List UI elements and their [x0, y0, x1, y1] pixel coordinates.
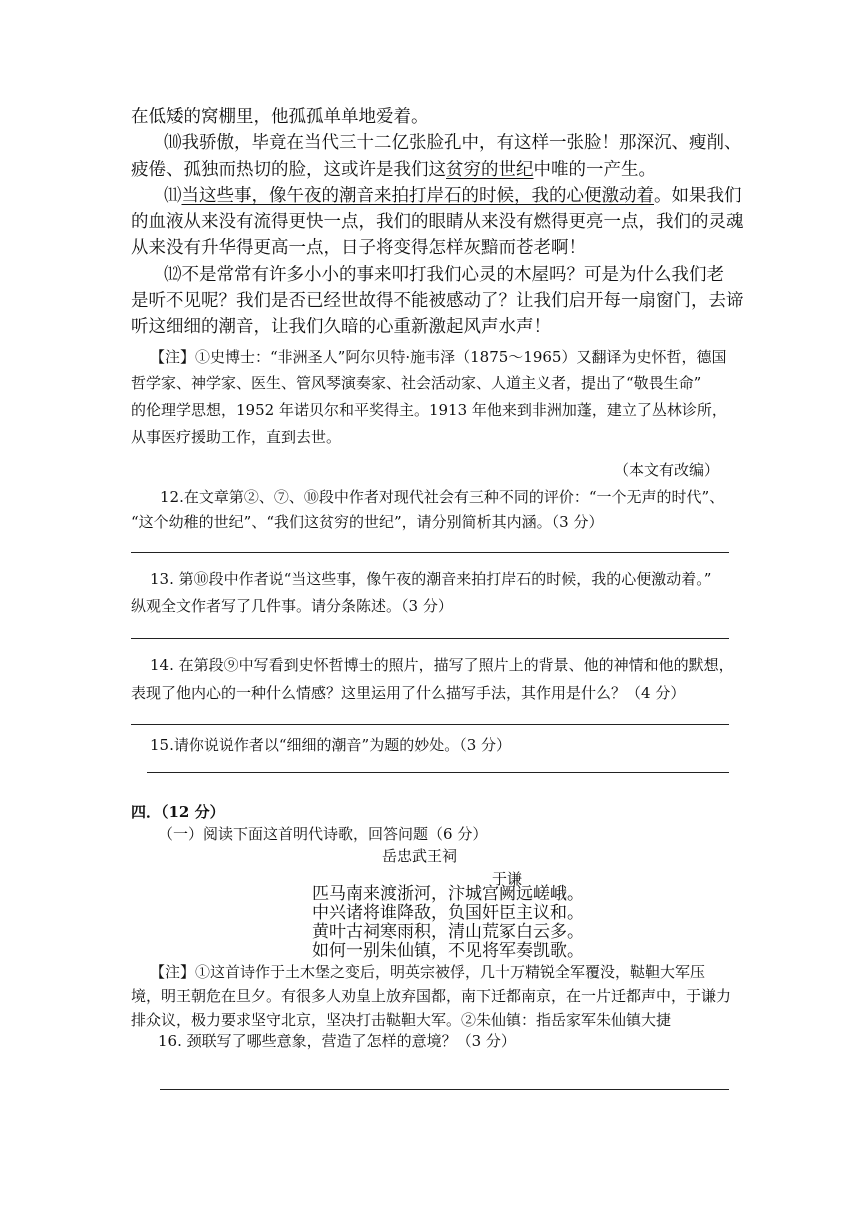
answer-line-14[interactable] [131, 724, 729, 725]
question-14-line-2: 表现了他内心的一种什么情感？这里运用了什么描写手法，其作用是什么？（4 分） [131, 684, 686, 702]
poem-author: 于谦 [492, 870, 523, 888]
question-13-line-2: 纵观全文作者写了几件事。请分条陈述。（3 分） [131, 597, 453, 615]
paragraph-10-line-1: ⑽我骄傲，毕竟在当代三十二亿张脸孔中，有这样一张脸！那深沉、瘦削、 [164, 133, 742, 153]
paragraph-11-number: ⑾ [164, 186, 182, 206]
question-16: 16. 颈联写了哪些意象，营造了怎样的意境？（3 分） [158, 1032, 516, 1050]
question-14-line-1: 14. 在第段⑨中写看到史怀哲博士的照片，描写了照片上的背景、他的神情和他的默想， [150, 656, 734, 674]
poem-title: 岳忠武王祠 [382, 847, 458, 865]
paragraph-11-line-2: 的血液从来没有流得更快一点，我们的眼睛从来没有燃得更亮一点，我们的灵魂 [131, 212, 744, 232]
answer-line-15[interactable] [147, 772, 729, 773]
note-line-3: 的伦理学思想，1952 年诺贝尔和平奖得主。1913 年他来到非洲加蓬，建立了丛林诊所， [131, 401, 727, 419]
source-note: （本文有改编） [614, 461, 720, 479]
answer-line-16[interactable] [160, 1089, 729, 1090]
paragraph-11-text: 。如果我们 [654, 186, 742, 206]
poem-note-line-2: 境，明王朝危在旦夕。有很多人劝皇上放弃国都，南下迁都南京，在一片迁都声中，于谦力 [131, 987, 732, 1005]
paragraph-12-line-2: 是听不见呢？我们是否已经世故得不能被感动了？让我们启开每一扇窗门，去谛 [131, 291, 744, 311]
note-line-1: 【注】①史博士：“非洲圣人”阿尔贝特·施韦泽（1875～1965）又翻译为史怀哲，德国 [150, 348, 727, 366]
paragraph-10-text: 疲倦、孤独而热切的脸，这或许是我们这 [131, 160, 446, 180]
section-4-heading: 四．（12 分） [131, 803, 225, 821]
passage-line: 在低矮的窝棚里，他孤孤单单地爱着。 [131, 107, 429, 127]
poem-line-3: 黄叶古祠寒雨积，清山荒冢白云多。 [312, 922, 584, 942]
question-13-line-1: 13. 第⑩段中作者说“当这些事，像午夜的潮音来拍打岸石的时候，我的心便激动着。” [150, 570, 712, 588]
paragraph-12-line-1: ⑿不是常常有许多小小的事来叩打我们心灵的木屋吗？可是为什么我们老 [164, 265, 724, 285]
note-line-2: 哲学家、神学家、医生、管风琴演奏家、社会活动家、人道主义者，提出了“敬畏生命” [131, 374, 702, 392]
paragraph-11-line-1 [164, 185, 742, 207]
question-12-line-2: “这个幼稚的世纪”、“我们这贫穷的世纪”，请分别简析其内涵。（3 分） [131, 513, 604, 531]
question-15: 15.请你说说作者以“细细的潮音”为题的妙处。（3 分） [150, 736, 512, 754]
poem-line-1: 匹马南来渡浙河，汴城宫阙远嵯峨。 [312, 884, 584, 904]
paragraph-10-text-end: 中唯的一产生。 [533, 160, 656, 180]
paragraph-10-line-2 [131, 159, 656, 181]
poem-line-4: 如何一别朱仙镇，不见将军奏凯歌。 [312, 941, 584, 961]
paragraph-12-line-3: 听这细细的潮音，让我们久暗的心重新激起风声水声！ [131, 317, 551, 337]
paragraph-11-line-3: 从来没有升华得更高一点，日子将变得怎样灰黯而苍老啊！ [131, 238, 586, 258]
answer-line-13[interactable] [131, 638, 729, 639]
question-12-line-1: 12.在文章第②、⑦、⑩段中作者对现代社会有三种不同的评价：“一个无声的时代”、 [160, 488, 725, 506]
underlined-phrase: 贫穷的世纪 [446, 160, 534, 180]
underlined-sentence: 当这些事，像午夜的潮音来拍打岸石的时候，我的心便激动着 [181, 186, 654, 206]
answer-line-12[interactable] [131, 552, 729, 553]
note-line-4: 从事医疗援助工作，直到去世。 [131, 428, 342, 446]
poem-note-line-3: 排众议，极力要求坚守北京，坚决打击鞑靼大军。②朱仙镇：指岳家军朱仙镇大捷 [131, 1011, 672, 1029]
poem-line-2: 中兴诸将谁降敌，负国奸臣主议和。 [312, 903, 584, 923]
poem-note-line-1: 【注】①这首诗作于土木堡之变后，明英宗被俘，几十万精锐全军覆没，鞑靼大军压 [150, 963, 706, 981]
section-4-instruction: （一）阅读下面这首明代诗歌，回答问题（6 分） [158, 825, 488, 843]
